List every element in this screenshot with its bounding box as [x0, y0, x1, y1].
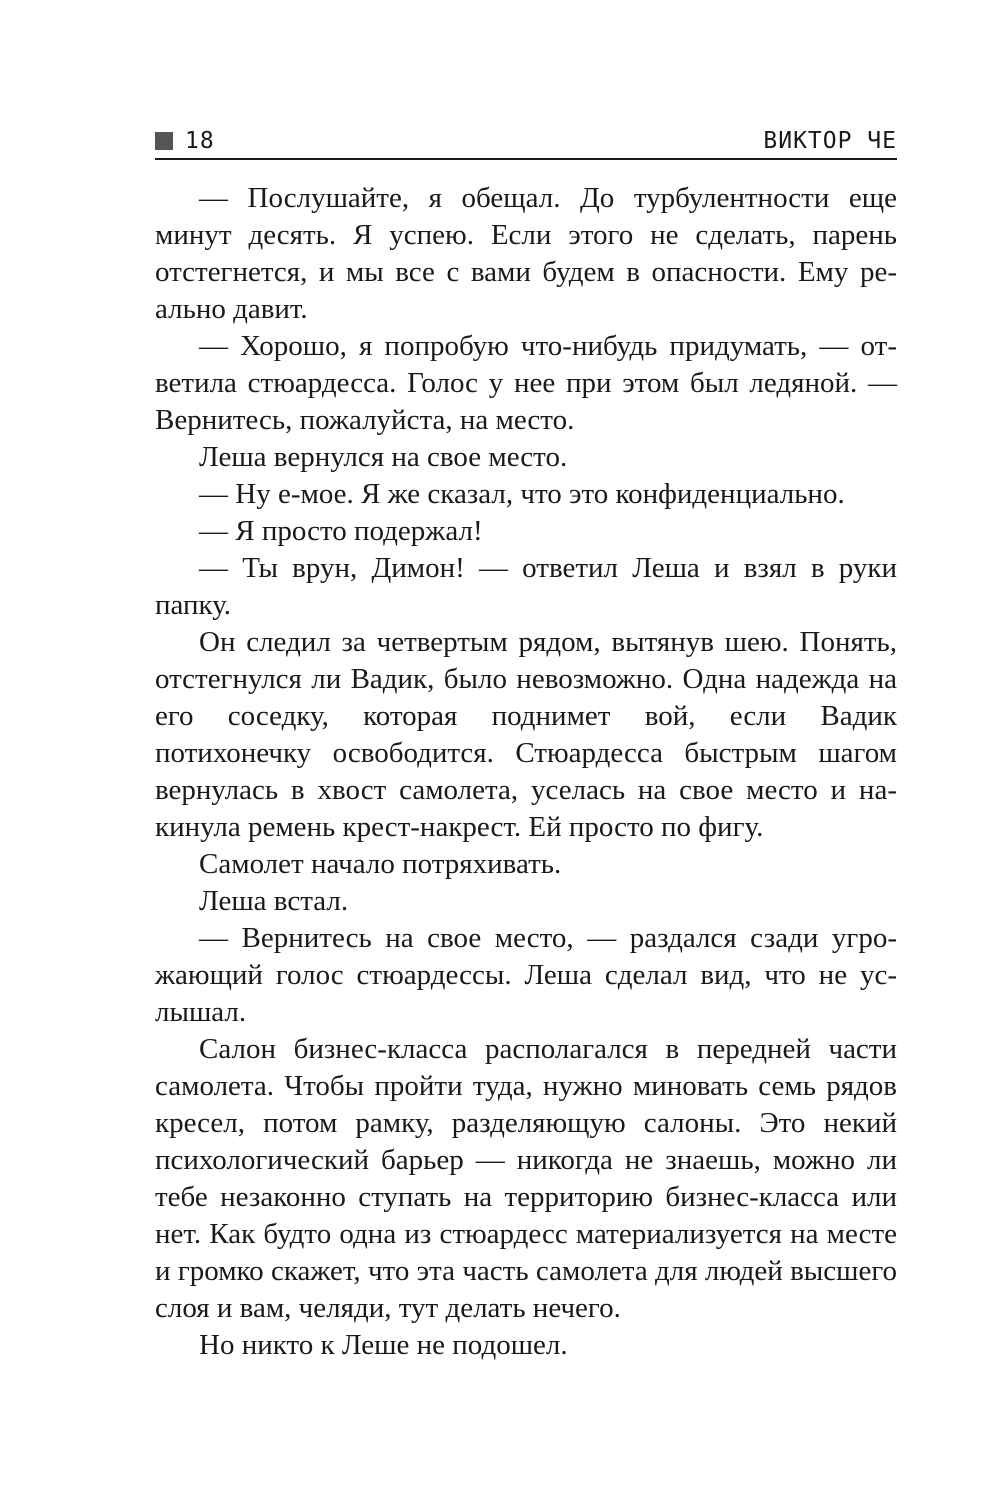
paragraph: Леша вернулся на свое место.: [199, 441, 568, 473]
paragraph: Салон бизнес-класса располагался в передней части самолета. Чтобы пройти туда, нужно миновать семь рядов кресел, потом рамку, разделяющую салоны. Это некий психологический барьер — никогда не знаешь, можно ли тебе незаконно ступать на территорию бизнес-класса или нет. Как будто одна из стюардесс материализуется на месте и громко скажет, что эта часть самолета для людей высшего слоя и вам, челяди, тут делать нечего.: [155, 1033, 897, 1324]
paragraph: Но никто к Леше не подошел.: [199, 1329, 568, 1361]
paragraph: Самолет начало потряхивать.: [199, 848, 562, 880]
header-square-marker-icon: [155, 132, 173, 150]
paragraph: — Вернитесь на свое место, — раздался сзади угрожающий голос стюардессы. Леша сделал вид, что не услышал.: [155, 922, 897, 1028]
paragraph: — Послушайте, я обещал. До турбулентности еще минут десять. Я успею. Если этого не сделать, парень отстегнется, и мы все с вами будем в опасности. Ему реально давит.: [155, 182, 897, 325]
page-header: [155, 128, 897, 160]
paragraph: — Ты врун, Димон! — ответил Леша и взял в руки папку.: [155, 552, 897, 621]
running-head-author: ВИКТОР ЧЕ: [763, 128, 897, 154]
page-number: 18: [185, 128, 215, 154]
paragraph: — Ну е-мое. Я же сказал, что это конфиденциально.: [199, 478, 845, 510]
paragraph: — Хорошо, я попробую что-нибудь придумать, — ответила стюардесса. Голос у нее при этом был ледяной. — Вернитесь, пожалуйста, на место.: [155, 330, 897, 436]
paragraph: Он следил за четвертым рядом, вытянув шею. Понять, отстегнулся ли Вадик, было невозможно. Одна надежда на его соседку, которая поднимет вой, если Вадик потихонечку освободится. Стюардесса быстрым шагом вернулась в хвост самолета, уселась на свое место и накинула ремень крест-накрест. Ей просто по фигу.: [155, 626, 897, 843]
body-text: [155, 180, 897, 1364]
paragraph: Леша встал.: [199, 885, 349, 917]
paragraph: — Я просто подержал!: [199, 515, 483, 547]
